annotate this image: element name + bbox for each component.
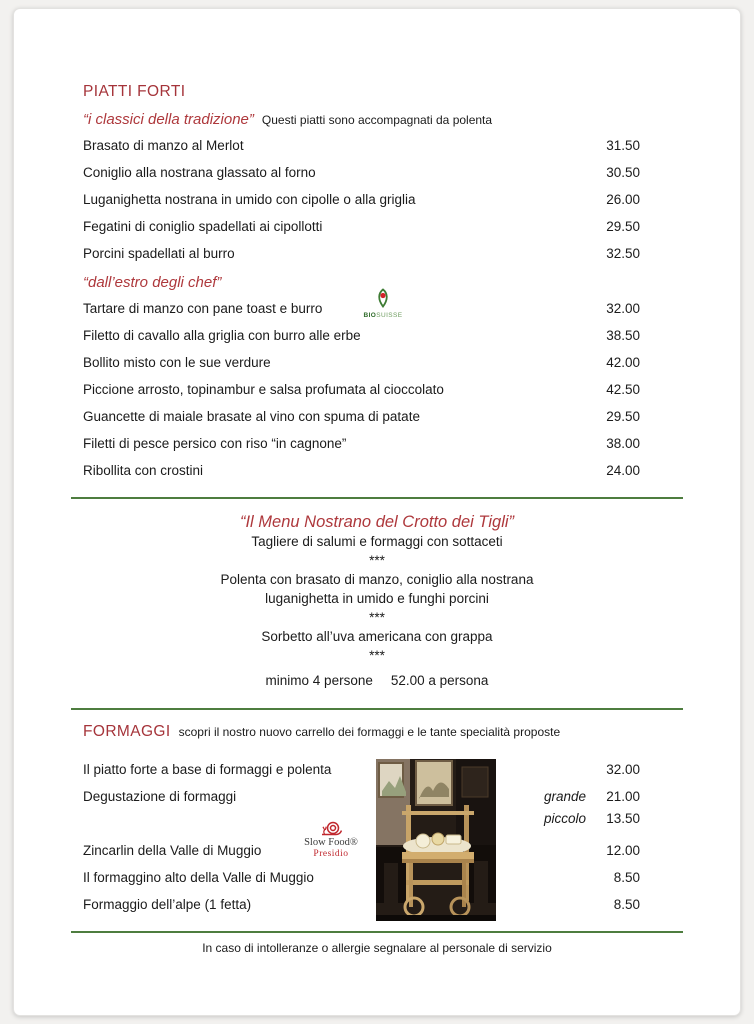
bio-suisse-logo: [361, 288, 405, 324]
menu-nostrano-line: Sorbetto all’uva americana con grappa: [261, 629, 493, 644]
dish-name: Porcini spadellati al burro: [83, 246, 235, 261]
classici-title: “i classici della tradizione”: [83, 111, 254, 128]
dish-price: 30.50: [606, 165, 640, 180]
formaggi-note: scopri il nostro nuovo carrello dei formaggi e le tante specialità proposte: [178, 725, 561, 739]
menu-item-row: [83, 408, 640, 425]
dish-price: 32.50: [606, 246, 640, 261]
course-separator: ***: [369, 553, 385, 568]
formaggi-title: FORMAGGI: [83, 723, 171, 740]
classici-subheading: [83, 111, 640, 129]
menu-item-row: [83, 837, 640, 859]
dish-name: Ribollita con crostini: [83, 463, 204, 478]
dish-name: Il formaggino alto della Valle di Muggio: [83, 870, 314, 885]
menu-item-row: [83, 354, 640, 371]
dish-price: 12.00: [606, 843, 640, 858]
menu-item-row: [83, 300, 640, 317]
dish-price: 13.50: [606, 811, 640, 826]
footer-divider: [71, 931, 683, 933]
presidio-label: Presidio: [313, 849, 349, 859]
section-divider: [71, 497, 683, 499]
menu-item-row: [83, 869, 640, 886]
section-divider: [71, 708, 683, 710]
section-piatti-forti: [14, 83, 740, 479]
dish-price: 8.50: [613, 897, 640, 912]
menu-item-row: [83, 381, 640, 398]
dish-price: 26.00: [606, 192, 640, 207]
menu-nostrano-title: “Il Menu Nostrano del Crotto dei Tigli”: [239, 513, 515, 531]
dish-price: 8.50: [613, 870, 640, 885]
menu-item-row: [83, 761, 640, 778]
dish-price: 32.00: [606, 762, 640, 777]
dish-name: Bollito misto con le sue verdure: [83, 355, 271, 370]
dish-price: 21.00: [606, 789, 640, 804]
dish-name: Tartare di manzo con pane toast e burro: [83, 301, 323, 316]
size-price-options: [530, 788, 640, 832]
snail-icon: [320, 820, 342, 837]
dish-name: Il piatto forte a base di formaggi e polenta: [83, 762, 332, 777]
menu-item-row: [83, 137, 640, 154]
dish-price: 42.50: [606, 382, 640, 397]
dish-price: 24.00: [606, 463, 640, 478]
cheese-cart-photo: [376, 759, 496, 921]
menu-item-row: [83, 191, 640, 208]
menu-nostrano-line: luganighetta in umido e funghi porcini: [265, 591, 489, 606]
chef-list: [83, 300, 640, 479]
piatti-forti-title: PIATTI FORTI: [83, 83, 186, 100]
allergy-notice: In caso di intolleranze o allergie segnalare al personale di servizio: [202, 941, 552, 955]
section-menu-nostrano: [14, 513, 740, 690]
size-label: piccolo: [543, 811, 586, 826]
dish-name: Coniglio alla nostrana glassato al forno: [83, 165, 316, 180]
slow-food-label: Slow Food®: [304, 837, 358, 848]
menu-nostrano-line: Tagliere di salumi e formaggi con sottaceti: [251, 534, 503, 549]
size-option: [530, 788, 640, 805]
size-option: [530, 810, 640, 827]
bio-suisse-label: BIOSUISSE: [363, 312, 403, 319]
course-separator: ***: [369, 648, 385, 663]
dish-price: 31.50: [606, 138, 640, 153]
menu-item-row: [83, 435, 640, 452]
dish-price: 29.50: [606, 409, 640, 424]
dish-name: Fegatini di coniglio spadellati ai cipollotti: [83, 219, 323, 234]
dish-price: 38.50: [606, 328, 640, 343]
menu-item-row: [83, 218, 640, 235]
menu-item-row: [83, 788, 640, 832]
slow-food-presidio-logo: [303, 820, 359, 860]
dish-name: Filetto di cavallo alla griglia con burro alle erbe: [83, 328, 361, 343]
course-separator: ***: [369, 610, 385, 625]
dish-price: 32.00: [606, 301, 640, 316]
per-person-price: 52.00 a persona: [390, 673, 489, 688]
minimum-people: minimo 4 persone: [265, 673, 373, 688]
classici-list: [83, 137, 640, 262]
menu-item-row: [83, 896, 640, 913]
menu-nostrano-minimum: [14, 671, 740, 690]
menu-item-row: [83, 462, 640, 479]
dish-name: Guancette di maiale brasate al vino con spuma di patate: [83, 409, 420, 424]
size-label: grande: [543, 789, 586, 804]
menu-item-row: [83, 164, 640, 181]
dish-name: Brasato di manzo al Merlot: [83, 138, 244, 153]
menu-item-row: [83, 245, 640, 262]
dish-name: Luganighetta nostrana in umido con cipolle o alla griglia: [83, 192, 416, 207]
menu-item-row: [83, 327, 640, 344]
chef-title: “dall’estro degli chef”: [83, 274, 222, 291]
dish-price: 29.50: [606, 219, 640, 234]
dish-name: Formaggio dell’alpe (1 fetta): [83, 897, 252, 912]
classici-note: Questi piatti sono accompagnati da polenta: [261, 113, 493, 127]
dish-price: 38.00: [606, 436, 640, 451]
dish-name: Filetti di pesce persico con riso “in cagnone”: [83, 436, 347, 451]
bio-suisse-bud-icon: [373, 288, 393, 308]
dish-name: Degustazione di formaggi: [83, 789, 237, 804]
menu-page: [13, 8, 741, 1016]
menu-nostrano-line: Polenta con brasato di manzo, coniglio alla nostrana: [220, 572, 534, 587]
formaggi-heading: [83, 723, 640, 741]
dish-name: Zincarlin della Valle di Muggio: [83, 843, 262, 858]
formaggi-list: [83, 761, 640, 913]
dish-price: 42.00: [606, 355, 640, 370]
dish-name: Piccione arrosto, topinambur e salsa profumata al cioccolato: [83, 382, 444, 397]
